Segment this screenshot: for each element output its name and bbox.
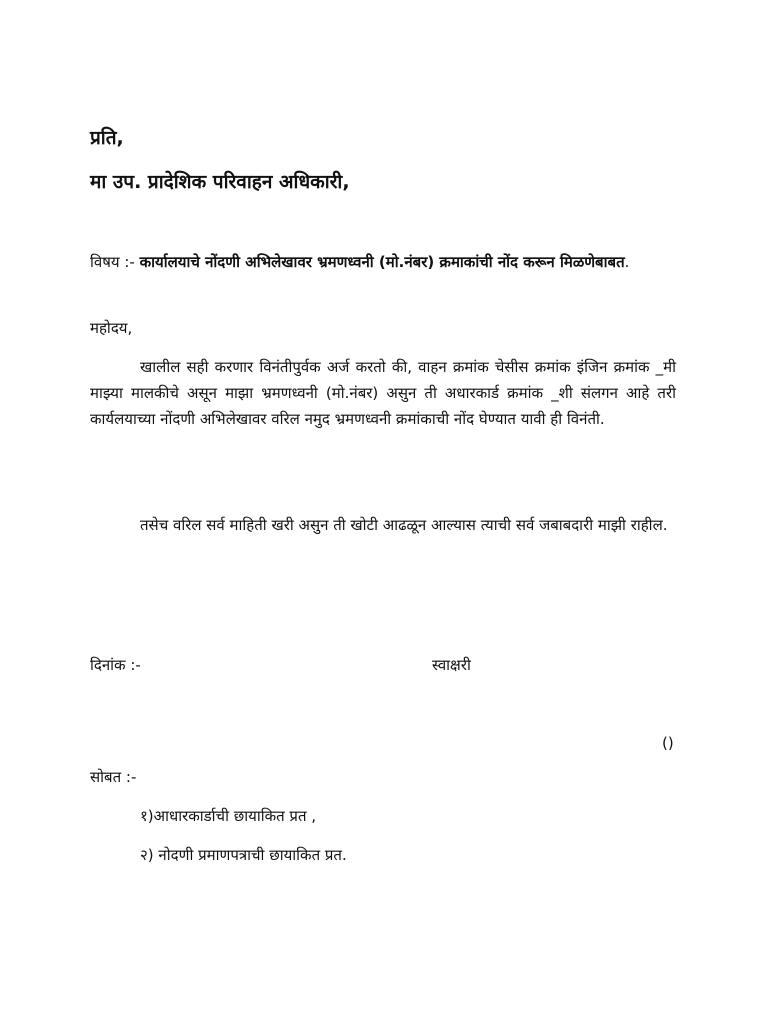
subject-text: कार्यालयाचे नोंदणी अभिलेखावर भ्रमणध्वनी (मो.नंबर) क्रमाकांची नोंद करून मिळणेबाबत	[139, 253, 625, 271]
salutation: महोदय,	[90, 319, 133, 337]
enclosures-label: सोबत :-	[90, 768, 137, 786]
subject-label: विषय :-	[90, 253, 140, 271]
subject-end: .	[624, 253, 630, 271]
paragraph-request	[90, 354, 676, 432]
paragraph-request-text: खालील सही करणार विनंतीपुर्वक अर्ज करतो की, वाहन क्रमांक चेसीस क्रमांक इंजिन क्रमांक _मी माझ्या मालकीचे असून माझा भ्रमणध्वनी (मो.नंबर) असुन ती अधारकार्ड क्रमांक _शी संलगन आहे तरी कार्यलयाच्या नोंदणी अभिलेखावर वरिल नमुद भ्रमणध्वनी क्रमांकाची नोंद घेण्यात यावी ही विनंती.	[90, 358, 676, 428]
paragraph-declaration-text: तसेच वरिल सर्व माहिती खरी असुन ती खोटी आढळून आल्यास त्याची सर्व जबाबदारी माझी राहील.	[140, 516, 668, 534]
paragraph-declaration	[90, 512, 676, 538]
enclosure-item: १)आधारकार्डाची छायाकित प्रत ,	[140, 807, 317, 825]
signature-label: स्वाक्षरी	[432, 656, 471, 674]
name-placeholder: ()	[662, 734, 674, 752]
recipient-title: मा उप. प्रादेशिक परिवाहन अधिकारी,	[90, 171, 350, 193]
to-label: प्रति,	[90, 127, 124, 149]
date-label: दिनांक :-	[90, 656, 141, 674]
enclosure-item: २) नोदणी प्रमाणपत्राची छायाकित प्रत.	[140, 846, 347, 864]
subject-line	[90, 249, 676, 275]
